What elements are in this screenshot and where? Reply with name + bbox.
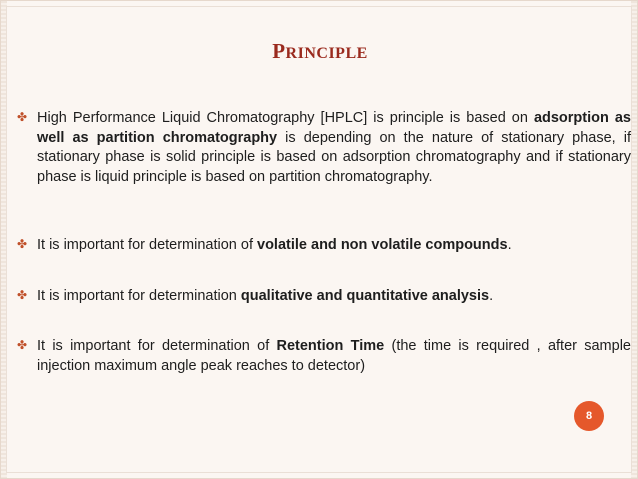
bullet-text: [37, 287, 631, 307]
bullet-text-part: .: [507, 237, 512, 253]
list-item: [17, 109, 631, 187]
bullet-text-part: It is important for determination: [37, 288, 241, 304]
bullet-text-part: is depending on the nature of stationary phase, if stationary phase is solid principle is based on adsorption chromatography and if stationary phase is liquid principle is based on partition chromatography.: [37, 129, 631, 185]
bullet-text-bold: qualitative and quantitative analysis: [240, 288, 490, 304]
four-petal-bullet-icon: ✤: [17, 288, 28, 302]
list-item: [17, 287, 631, 307]
bullet-text-part: High Performance Liquid Chromatography [HPLC] is principle is based on: [37, 110, 534, 126]
bullet-text-part: It is important for determination of: [37, 237, 258, 253]
bullet-text-bold: adsorption as well as partition chromatography: [37, 110, 631, 146]
list-item: [17, 236, 631, 256]
slide-title-initial: P: [272, 39, 286, 63]
bullet-text-part: It is important for determination of: [37, 338, 277, 354]
bullet-text: [37, 109, 631, 187]
list-item: [17, 337, 631, 376]
page-number-badge: 8: [574, 401, 604, 431]
slide-title: [1, 39, 638, 64]
bullet-text-bold: Retention Time: [276, 338, 385, 354]
slide-title-rest: RINCIPLE: [285, 45, 368, 62]
bullet-text: [37, 337, 631, 376]
four-petal-bullet-icon: ✤: [17, 110, 28, 124]
bullet-text-part: .: [489, 288, 494, 304]
bullet-text: [37, 236, 631, 256]
four-petal-bullet-icon: ✤: [17, 338, 28, 352]
bullet-text-bold: volatile and non volatile compounds: [257, 237, 508, 253]
four-petal-bullet-icon: ✤: [17, 237, 28, 251]
bullet-text-part: (the time is required , after sample injection maximum angle peak reaches to detector): [37, 338, 631, 374]
